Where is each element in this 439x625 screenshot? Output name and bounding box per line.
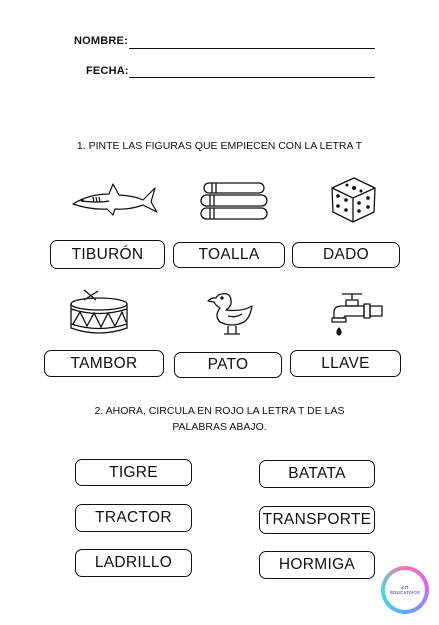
- word-box-tractor[interactable]: TRACTOR: [75, 504, 192, 532]
- exercise-2-instruction-line-1: 2. AHORA, CIRCULA EN ROJO LA LETRA T DE LAS: [94, 405, 345, 417]
- date-line[interactable]: [129, 77, 375, 78]
- word-box-tigre[interactable]: TIGRE: [75, 459, 192, 486]
- logo-text-educativos: EDUCATIVOS: [390, 590, 420, 595]
- kit-educativos-logo: [381, 566, 429, 614]
- shark-icon[interactable]: [69, 180, 159, 218]
- duck-icon[interactable]: [206, 290, 262, 338]
- date-label: FECHA:: [86, 65, 129, 77]
- word-box-llave[interactable]: LLAVE: [290, 350, 401, 377]
- towels-icon[interactable]: [198, 180, 272, 222]
- word-box-transporte[interactable]: TRANSPORTE: [259, 506, 375, 534]
- word-box-toalla[interactable]: TOALLA: [173, 242, 285, 268]
- name-line[interactable]: [129, 48, 375, 49]
- word-box-pato[interactable]: PATO: [174, 352, 282, 378]
- word-box-tiburon[interactable]: TIBURÓN: [50, 240, 165, 269]
- name-label: NOMBRE:: [74, 35, 128, 47]
- word-box-hormiga[interactable]: HORMIGA: [259, 551, 375, 579]
- word-box-dado[interactable]: DADO: [292, 242, 400, 268]
- dice-icon[interactable]: [327, 174, 379, 224]
- exercise-2-instruction-line-2: PALABRAS ABAJO.: [172, 421, 267, 433]
- exercise-1-instruction: 1. PINTE LAS FIGURAS QUE EMPIECEN CON LA LETRA T: [76, 140, 363, 152]
- word-box-ladrillo[interactable]: LADRILLO: [75, 549, 192, 577]
- logo-text-kit: KIT: [401, 585, 409, 590]
- word-box-tambor[interactable]: TAMBOR: [44, 350, 164, 377]
- drum-icon[interactable]: [66, 288, 132, 336]
- faucet-icon[interactable]: [324, 288, 386, 338]
- word-box-batata[interactable]: BATATA: [259, 460, 375, 488]
